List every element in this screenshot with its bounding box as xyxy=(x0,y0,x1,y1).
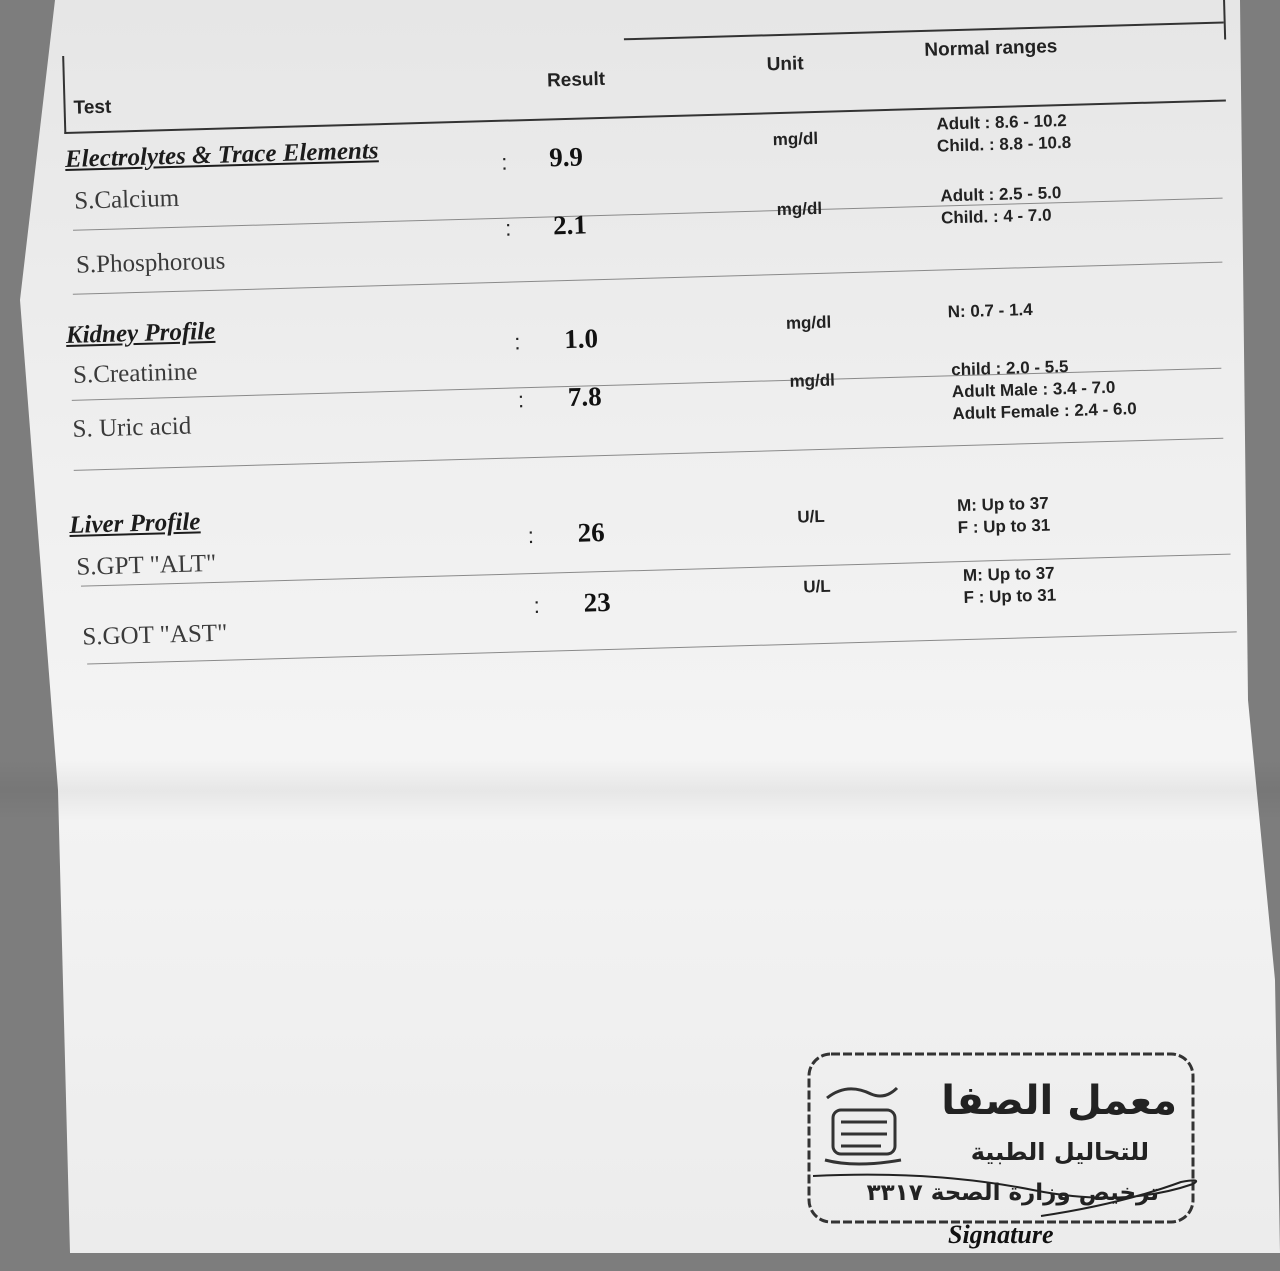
row-divider xyxy=(87,631,1237,664)
section-electrolytes: Electrolytes & Trace Elements xyxy=(64,137,379,173)
test-name-creatinine: S.Creatinine xyxy=(72,358,198,389)
section-liver: Liver Profile xyxy=(68,508,201,539)
result-uric-acid: 7.8 xyxy=(567,381,603,413)
colon: : xyxy=(527,523,535,549)
test-name-got: S.GOT "AST" xyxy=(82,619,228,651)
colon: : xyxy=(517,387,525,413)
unit-got: U/L xyxy=(803,576,831,597)
stamp-lab-name: معمل الصفا xyxy=(941,1078,1177,1124)
range-line: Adult : 8.6 - 10.2 xyxy=(936,110,1068,134)
range-gpt xyxy=(957,493,1051,540)
result-calcium: 9.9 xyxy=(548,141,584,173)
row-divider xyxy=(73,262,1223,295)
unit-gpt: U/L xyxy=(797,506,825,527)
range-line: Adult Female : 2.4 - 6.0 xyxy=(952,399,1137,424)
result-gpt: 26 xyxy=(577,517,606,548)
result-got: 23 xyxy=(583,586,612,618)
colon: : xyxy=(500,149,508,175)
stamp-license: ترخيص وزارة الصحة ٣٣١٧ xyxy=(866,1180,1159,1206)
row-divider xyxy=(74,438,1224,471)
unit-calcium: mg/dl xyxy=(772,128,819,150)
colon: : xyxy=(513,329,521,355)
test-name-gpt: S.GPT "ALT" xyxy=(76,549,217,581)
header-top-rule xyxy=(624,22,1224,41)
result-phosphorous: 2.1 xyxy=(552,209,588,241)
result-creatinine: 1.0 xyxy=(563,323,599,355)
header-test: Test xyxy=(73,96,112,119)
range-line: Child. : 8.8 - 10.8 xyxy=(936,132,1072,156)
stamp-lab-subtitle: للتحاليل الطبية xyxy=(970,1138,1149,1166)
range-phosphorous xyxy=(940,182,1062,229)
range-line: Child. : 4 - 7.0 xyxy=(940,205,1052,228)
unit-phosphorous: mg/dl xyxy=(776,198,823,220)
range-uric-acid xyxy=(951,354,1137,425)
header-result: Result xyxy=(546,68,606,92)
header-unit: Unit xyxy=(766,53,804,76)
range-line: M: Up to 37 xyxy=(956,493,1049,516)
section-kidney: Kidney Profile xyxy=(65,317,216,349)
test-name-calcium: S.Calcium xyxy=(73,184,180,215)
flask-logo-icon xyxy=(825,1088,901,1164)
test-name-uric-acid: S. Uric acid xyxy=(72,412,192,443)
colon: : xyxy=(504,215,512,241)
lab-stamp xyxy=(805,1048,1200,1228)
test-name-phosphorous: S.Phosphorous xyxy=(75,247,226,279)
unit-creatinine: mg/dl xyxy=(785,312,832,333)
range-line: F : Up to 31 xyxy=(957,515,1051,538)
range-line: M: Up to 37 xyxy=(962,563,1055,586)
range-creatinine xyxy=(947,299,1033,323)
range-line: F : Up to 31 xyxy=(963,585,1057,608)
header-normal-ranges: Normal ranges xyxy=(924,36,1058,61)
range-calcium xyxy=(936,110,1071,158)
range-line: Adult Male : 3.4 - 7.0 xyxy=(951,377,1116,402)
signature-label: Signature xyxy=(948,1220,1054,1249)
unit-uric-acid: mg/dl xyxy=(789,370,836,391)
colon: : xyxy=(533,592,541,619)
range-line: Adult : 2.5 - 5.0 xyxy=(940,183,1062,206)
range-line: child : 2.0 - 5.5 xyxy=(951,357,1069,380)
row-divider xyxy=(81,554,1231,587)
range-line: N: 0.7 - 1.4 xyxy=(947,300,1033,322)
range-got xyxy=(963,562,1057,609)
